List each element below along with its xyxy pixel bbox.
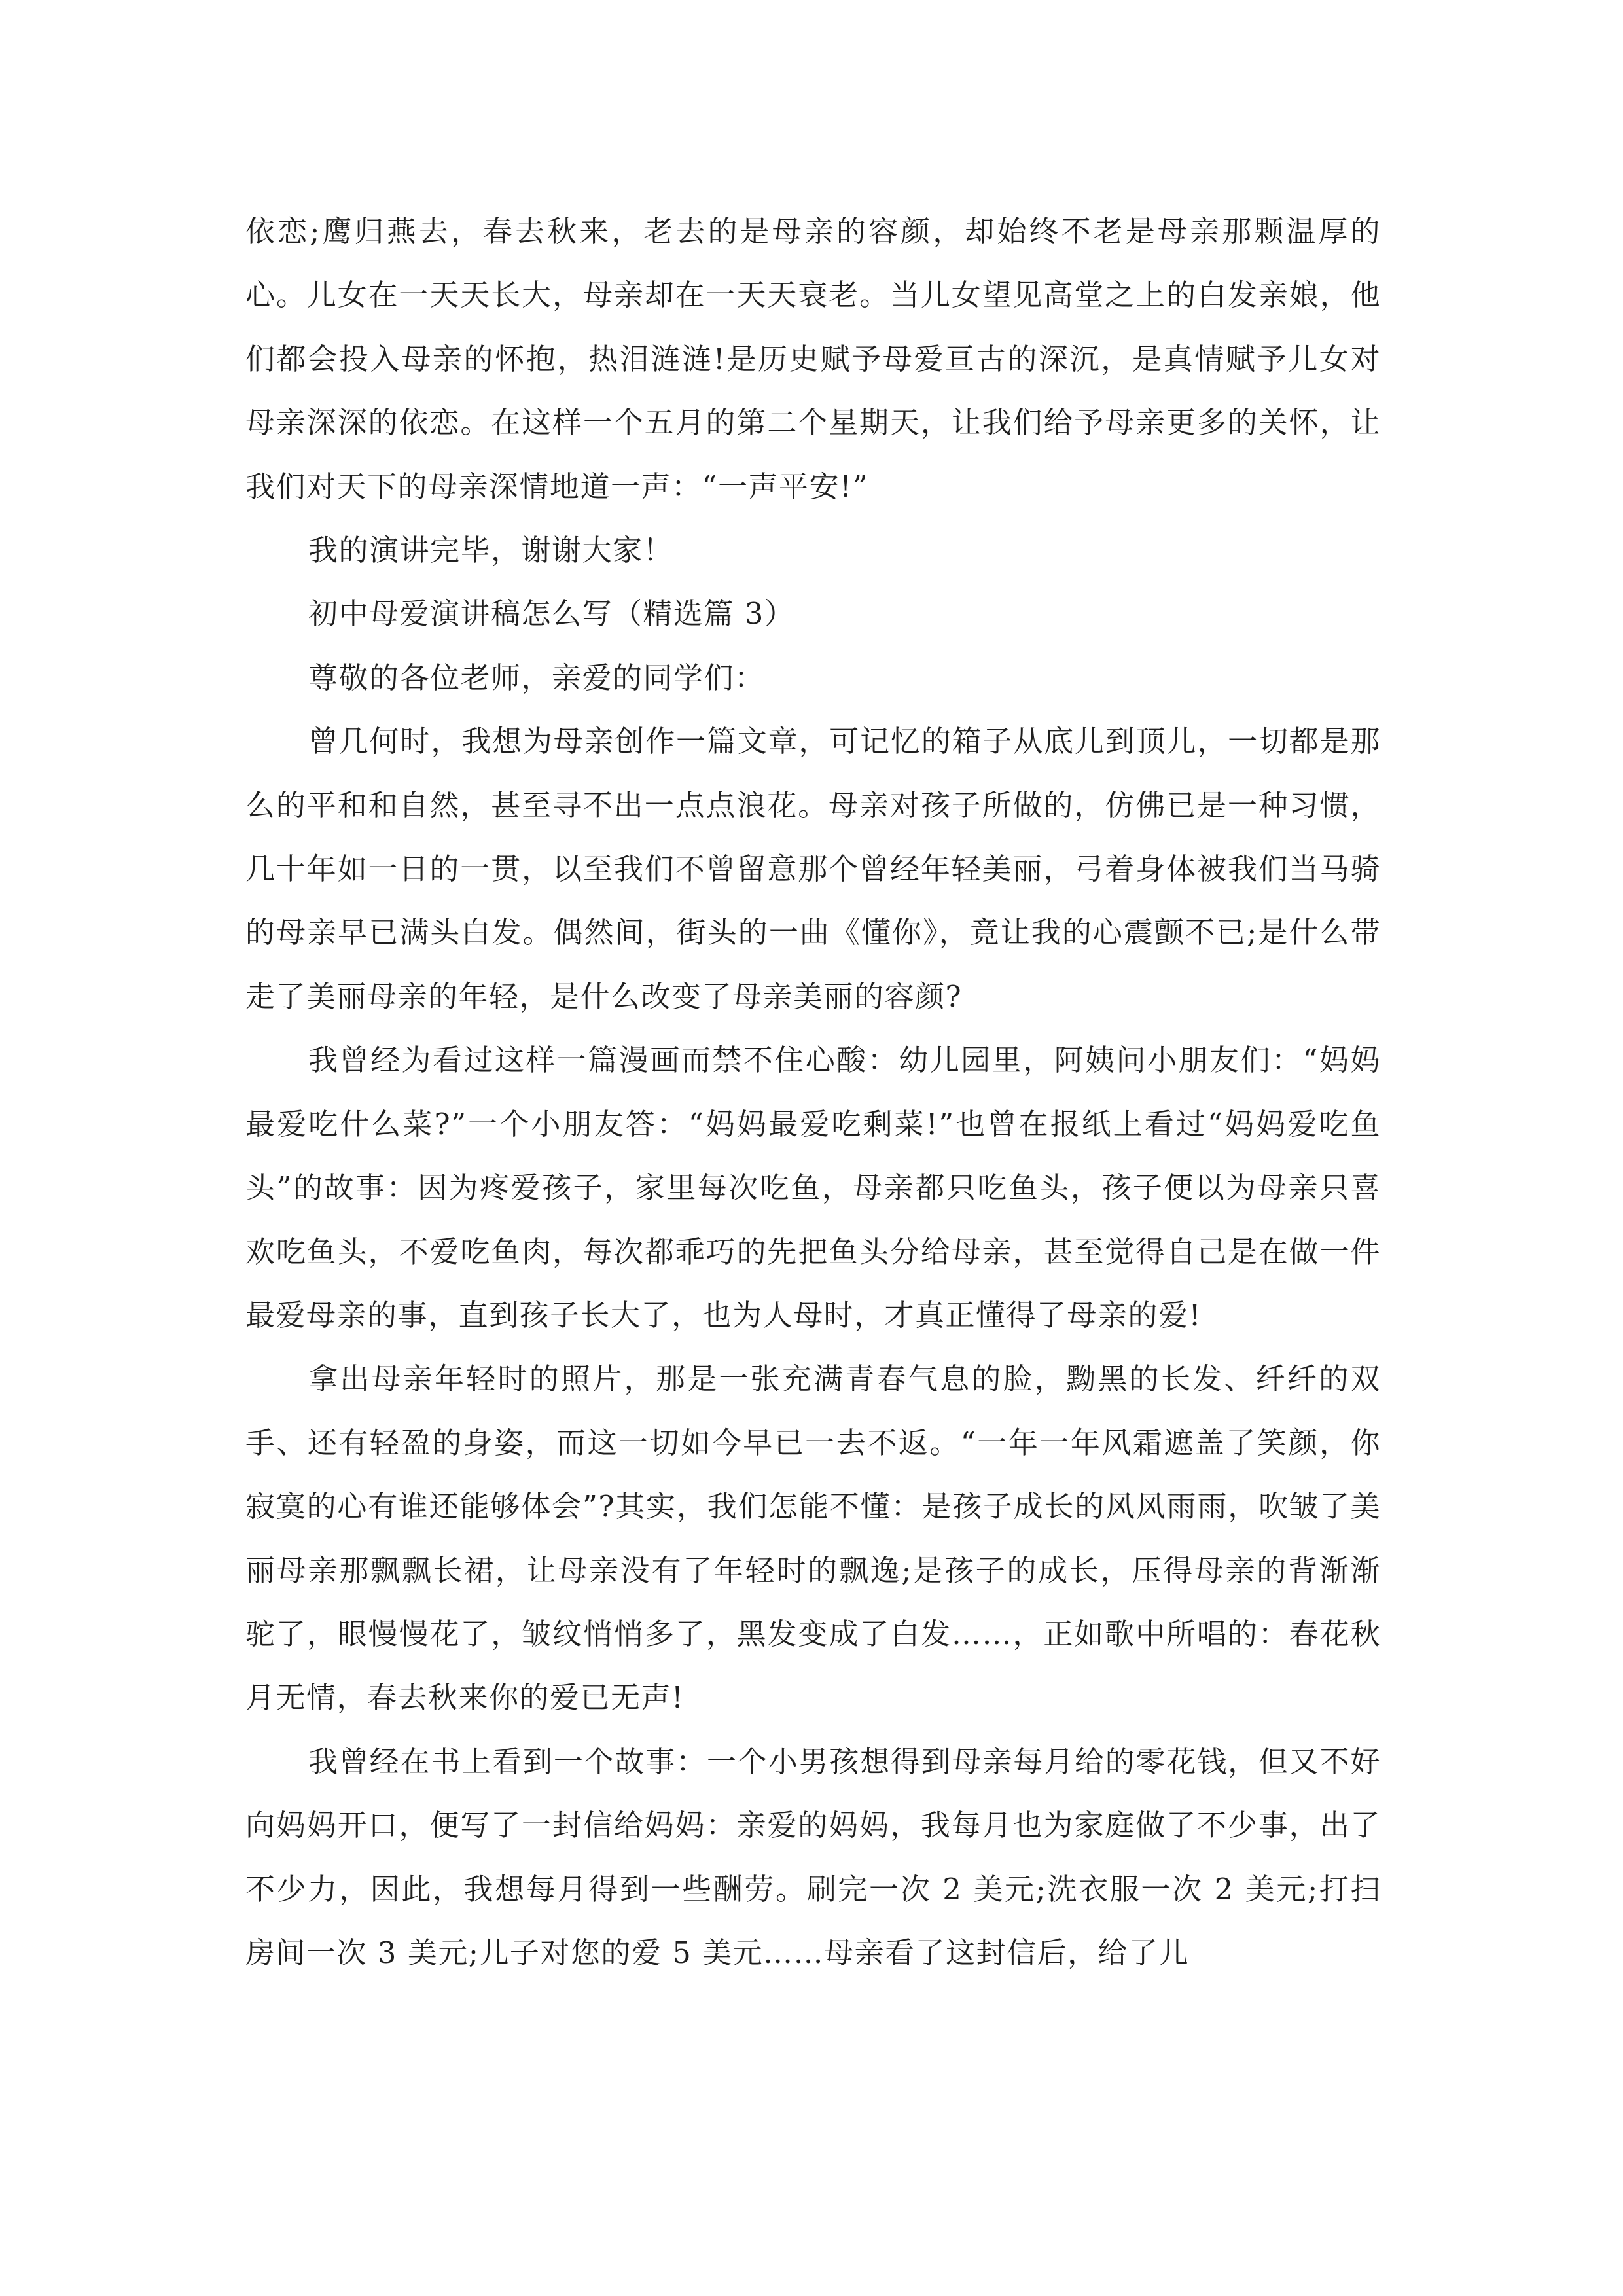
paragraph-body-3: 拿出母亲年轻时的照片，那是一张充满青春气息的脸，黝黑的长发、纤纤的双手、还有轻盈的身姿，而这一切如今早已一去不返。“一年一年风霜遮盖了笑颜，你寂寞的心有谁还能够体会”?其实，我们怎能不懂：是孩子成长的风风雨雨，吹皱了美丽母亲那飘飘长裙，让母亲没有了年轻时的飘逸;是孩子的成长，压得母亲的背渐渐驼了，眼慢慢花了，皱纹悄悄多了，黑发变成了白发……，正如歌中所唱的：春花秋月无情，春去秋来你的爱已无声! [245, 1361, 1381, 1715]
document-body [245, 200, 1381, 1984]
section-title: 初中母爱演讲稿怎么写（精选篇 3） [308, 596, 795, 632]
paragraph-continuation: 依恋;鹰归燕去，春去秋来，老去的是母亲的容颜，却始终不老是母亲那颗温厚的心。儿女在一天天长大，母亲却在一天天衰老。当儿女望见高堂之上的白发亲娘，他们都会投入母亲的怀抱，热泪涟涟!是历史赋予母爱亘古的深沉，是真情赋予儿女对母亲深深的依恋。在这样一个五月的第二个星期天，让我们给予母亲更多的关怀，让我们对天下的母亲深情地道一声：“一声平安!” [245, 214, 1381, 504]
paragraph-salutation: 尊敬的各位老师，亲爱的同学们： [308, 660, 765, 695]
paragraph-body-1: 曾几何时，我想为母亲创作一篇文章，可记忆的箱子从底儿到顶儿，一切都是那么的平和和自然，甚至寻不出一点点浪花。母亲对孩子所做的，仿佛已是一种习惯，几十年如一日的一贯，以至我们不曾留意那个曾经年轻美丽，弓着身体被我们当马骑的母亲早已满头白发。偶然间，街头的一曲《懂你》，竟让我的心震颤不已;是什么带走了美丽母亲的年轻，是什么改变了母亲美丽的容颜? [245, 724, 1381, 1014]
paragraph-body-4: 我曾经在书上看到一个故事：一个小男孩想得到母亲每月给的零花钱，但又不好向妈妈开口，便写了一封信给妈妈：亲爱的妈妈，我每月也为家庭做了不少事，出了不少力，因此，我想每月得到一些酬劳。刷完一次 2 美元;洗衣服一次 2 美元;打扫房间一次 3 美元;儿子对您的爱 5 美元……母亲看了这封信后，给了儿 [245, 1744, 1381, 1970]
paragraph-body-2: 我曾经为看过这样一篇漫画而禁不住心酸：幼儿园里，阿姨问小朋友们：“妈妈最爱吃什么菜?”一个小朋友答：“妈妈最爱吃剩菜!”也曾在报纸上看过“妈妈爱吃鱼头”的故事：因为疼爱孩子，家里每次吃鱼，母亲都只吃鱼头，孩子便以为母亲只喜欢吃鱼头，不爱吃鱼肉，每次都乖巧的先把鱼头分给母亲，甚至觉得自己是在做一件最爱母亲的事，直到孩子长大了，也为人母时，才真正懂得了母亲的爱! [245, 1043, 1381, 1333]
paragraph-closing: 我的演讲完毕，谢谢大家！ [308, 533, 674, 568]
